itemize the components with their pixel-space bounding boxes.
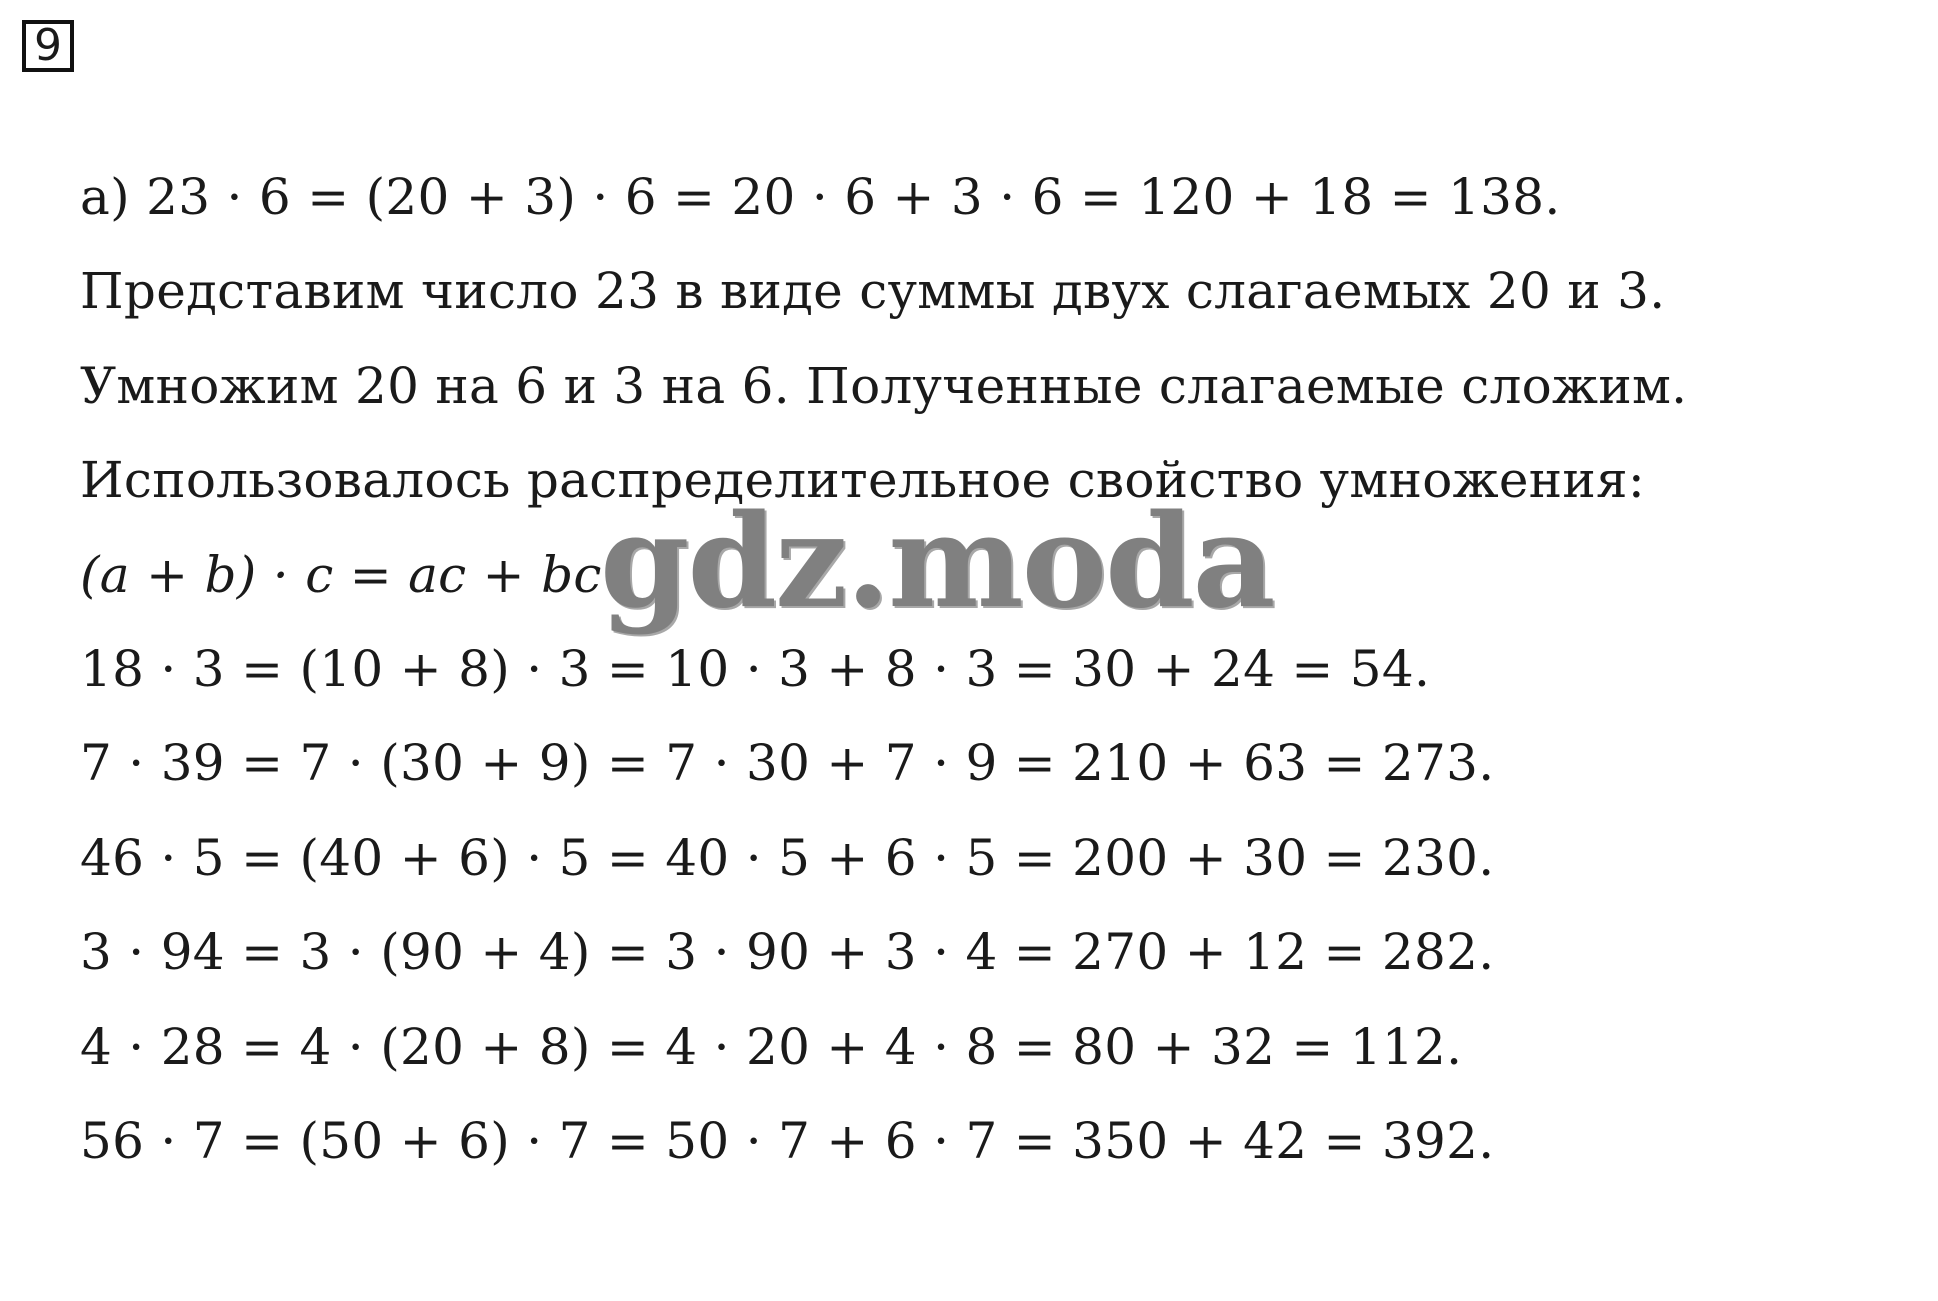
- explanation-line-1: Представим число 23 в виде суммы двух слагаемых 20 и 3.: [80, 262, 1666, 321]
- watermark-logo: gdz.moda: [600, 487, 1274, 637]
- solution-body: [80, 150, 1878, 1188]
- calculation-line-3: 46 · 5 = (40 + 6) · 5 = 40 · 5 + 6 · 5 = 200 + 30 = 230.: [80, 828, 1495, 887]
- calculation-line-1: 18 · 3 = (10 + 8) · 3 = 10 · 3 + 8 · 3 = 30 + 24 = 54.: [80, 639, 1431, 698]
- task-number-box: 9: [22, 20, 74, 72]
- calculation-line-4: 3 · 94 = 3 · (90 + 4) = 3 · 90 + 3 · 4 = 270 + 12 = 282.: [80, 923, 1495, 982]
- calculation-line-2: 7 · 39 = 7 · (30 + 9) = 7 · 30 + 7 · 9 = 210 + 63 = 273.: [80, 734, 1495, 793]
- calculation-line-6: 56 · 7 = (50 + 6) · 7 = 50 · 7 + 6 · 7 = 350 + 42 = 392.: [80, 1111, 1495, 1170]
- solution-line-a: а) 23 · 6 = (20 + 3) · 6 = 20 · 6 + 3 · 6 = 120 + 18 = 138.: [80, 168, 1561, 226]
- distributive-formula: (a + b) · c = ac + bc: [80, 545, 602, 604]
- calculation-line-5: 4 · 28 = 4 · (20 + 8) = 4 · 20 + 4 · 8 = 80 + 32 = 112.: [80, 1017, 1463, 1076]
- explanation-line-2: Умножим 20 на 6 и 3 на 6. Полученные слагаемые сложим.: [80, 356, 1688, 415]
- explanation-line-3: Использовалось распределительное свойство умножения:: [80, 451, 1646, 510]
